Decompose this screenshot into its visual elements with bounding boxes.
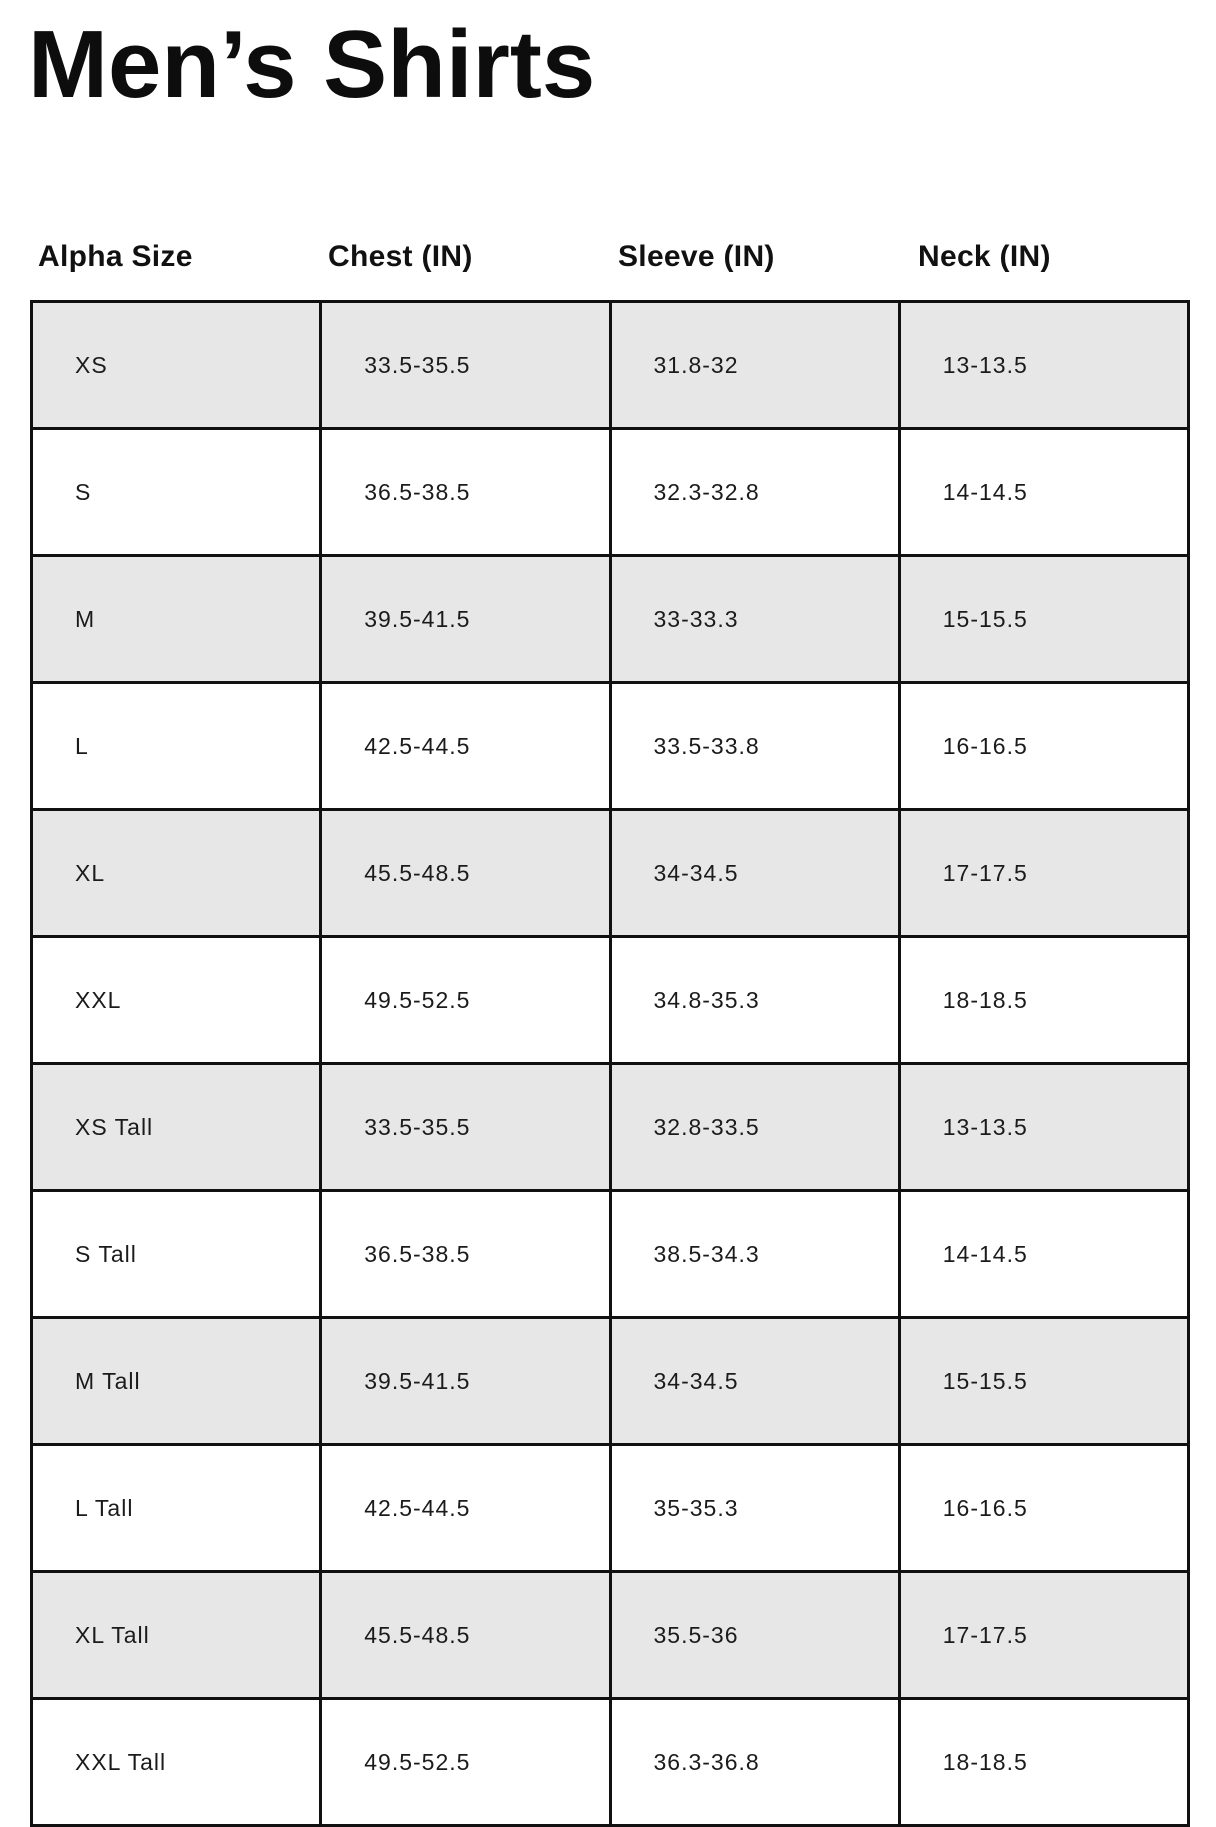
table-row (32, 1572, 1189, 1699)
sleeve-cell: 31.8-32 (610, 302, 899, 429)
chest-cell: 42.5-44.5 (321, 1445, 610, 1572)
size-cell: L Tall (32, 1445, 321, 1572)
neck-cell: 17-17.5 (899, 810, 1188, 937)
sleeve-cell: 38.5-34.3 (610, 1191, 899, 1318)
sleeve-cell: 33.5-33.8 (610, 683, 899, 810)
sleeve-cell: 36.3-36.8 (610, 1699, 899, 1826)
chest-cell: 45.5-48.5 (321, 810, 610, 937)
table-row (32, 302, 1189, 429)
chest-cell: 33.5-35.5 (321, 302, 610, 429)
size-cell: M Tall (32, 1318, 321, 1445)
chest-cell: 45.5-48.5 (321, 1572, 610, 1699)
chest-cell: 36.5-38.5 (321, 429, 610, 556)
table-row (32, 937, 1189, 1064)
chest-cell: 33.5-35.5 (321, 1064, 610, 1191)
size-table-body (32, 302, 1189, 1826)
table-row (32, 429, 1189, 556)
table-row (32, 810, 1189, 937)
size-cell: M (32, 556, 321, 683)
size-cell: S Tall (32, 1191, 321, 1318)
neck-cell: 17-17.5 (899, 1572, 1188, 1699)
column-headers (30, 240, 1190, 274)
sleeve-cell: 35.5-36 (610, 1572, 899, 1699)
neck-cell: 13-13.5 (899, 1064, 1188, 1191)
size-cell: L (32, 683, 321, 810)
size-cell: XL (32, 810, 321, 937)
neck-cell: 16-16.5 (899, 683, 1188, 810)
sleeve-cell: 32.3-32.8 (610, 429, 899, 556)
column-header-sleeve: Sleeve (IN) (618, 240, 775, 273)
column-header-chest: Chest (IN) (328, 240, 473, 273)
neck-cell: 14-14.5 (899, 429, 1188, 556)
chest-cell: 49.5-52.5 (321, 1699, 610, 1826)
table-row (32, 1064, 1189, 1191)
column-header-alpha-size: Alpha Size (38, 240, 193, 273)
table-row (32, 556, 1189, 683)
neck-cell: 16-16.5 (899, 1445, 1188, 1572)
column-header-neck: Neck (IN) (918, 240, 1051, 273)
chest-cell: 36.5-38.5 (321, 1191, 610, 1318)
table-row (32, 1445, 1189, 1572)
chest-cell: 39.5-41.5 (321, 556, 610, 683)
sleeve-cell: 34.8-35.3 (610, 937, 899, 1064)
size-cell: XXL (32, 937, 321, 1064)
sleeve-cell: 32.8-33.5 (610, 1064, 899, 1191)
size-cell: S (32, 429, 321, 556)
neck-cell: 18-18.5 (899, 937, 1188, 1064)
neck-cell: 18-18.5 (899, 1699, 1188, 1826)
sleeve-cell: 34-34.5 (610, 1318, 899, 1445)
size-cell: XL Tall (32, 1572, 321, 1699)
table-row (32, 683, 1189, 810)
table-row (32, 1699, 1189, 1826)
size-cell: XS (32, 302, 321, 429)
sleeve-cell: 33-33.3 (610, 556, 899, 683)
sleeve-cell: 35-35.3 (610, 1445, 899, 1572)
sleeve-cell: 34-34.5 (610, 810, 899, 937)
size-table (30, 300, 1190, 1827)
size-cell: XXL Tall (32, 1699, 321, 1826)
chest-cell: 42.5-44.5 (321, 683, 610, 810)
chest-cell: 39.5-41.5 (321, 1318, 610, 1445)
table-row (32, 1318, 1189, 1445)
size-cell: XS Tall (32, 1064, 321, 1191)
neck-cell: 14-14.5 (899, 1191, 1188, 1318)
table-row (32, 1191, 1189, 1318)
page-title: Men’s Shirts (28, 11, 596, 118)
neck-cell: 15-15.5 (899, 1318, 1188, 1445)
neck-cell: 13-13.5 (899, 302, 1188, 429)
chest-cell: 49.5-52.5 (321, 937, 610, 1064)
neck-cell: 15-15.5 (899, 556, 1188, 683)
